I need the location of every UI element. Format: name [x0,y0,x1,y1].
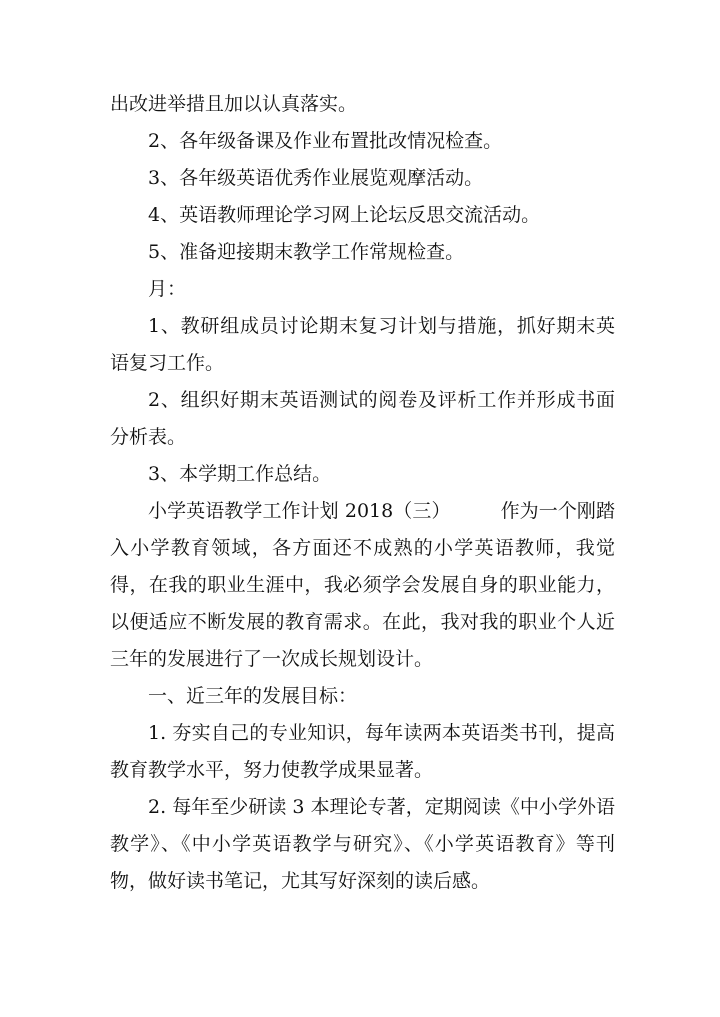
goal-item: 2. 每年至少研读 3 本理论专著，定期阅读《中小学外语教学》、《中小学英语教学与研究》、《小学英语教育》等刊物，做好读书笔记，尤其写好深刻的读后感。 [110,796,615,892]
list-item: 2、组织好期末英语测试的阅卷及评析工作并形成书面分析表。 [110,389,615,448]
list-item: 3、本学期工作总结。 [148,463,332,485]
list-item: 2、各年级备课及作业布置批改情况检查。 [148,130,503,152]
plan-title: 小学英语教学工作计划 2018（三） [148,500,451,522]
month-heading: 月： [148,278,187,300]
list-item: 1、教研组成员讨论期末复习计划与措施，抓好期末英语复习工作。 [110,315,615,374]
list-item: 4、英语教师理论学习网上论坛反思交流活动。 [148,204,541,226]
list-item: 3、各年级英语优秀作业展览观摩活动。 [148,167,484,189]
goal-item: 1. 夯实自己的专业知识，每年读两本英语类书刊，提高教育教学水平，努力使教学成果显著。 [110,722,615,781]
list-item: 5、准备迎接期末教学工作常规检查。 [148,241,465,263]
plan-intro: 作为一个刚踏入小学教育领域，各方面还不成熟的小学英语教师，我觉得，在我的职业生涯中，我必须学会发展自身的职业能力，以便适应不断发展的教育需求。在此，我对我的职业个人近三年的发展进行了一次成长规划设计。 [110,500,615,670]
plan-paragraph [110,493,615,678]
document-body [110,86,615,900]
section-heading: 一、近三年的发展目标： [148,685,358,707]
paragraph-continuation: 出改进举措且加以认真落实。 [110,93,358,115]
